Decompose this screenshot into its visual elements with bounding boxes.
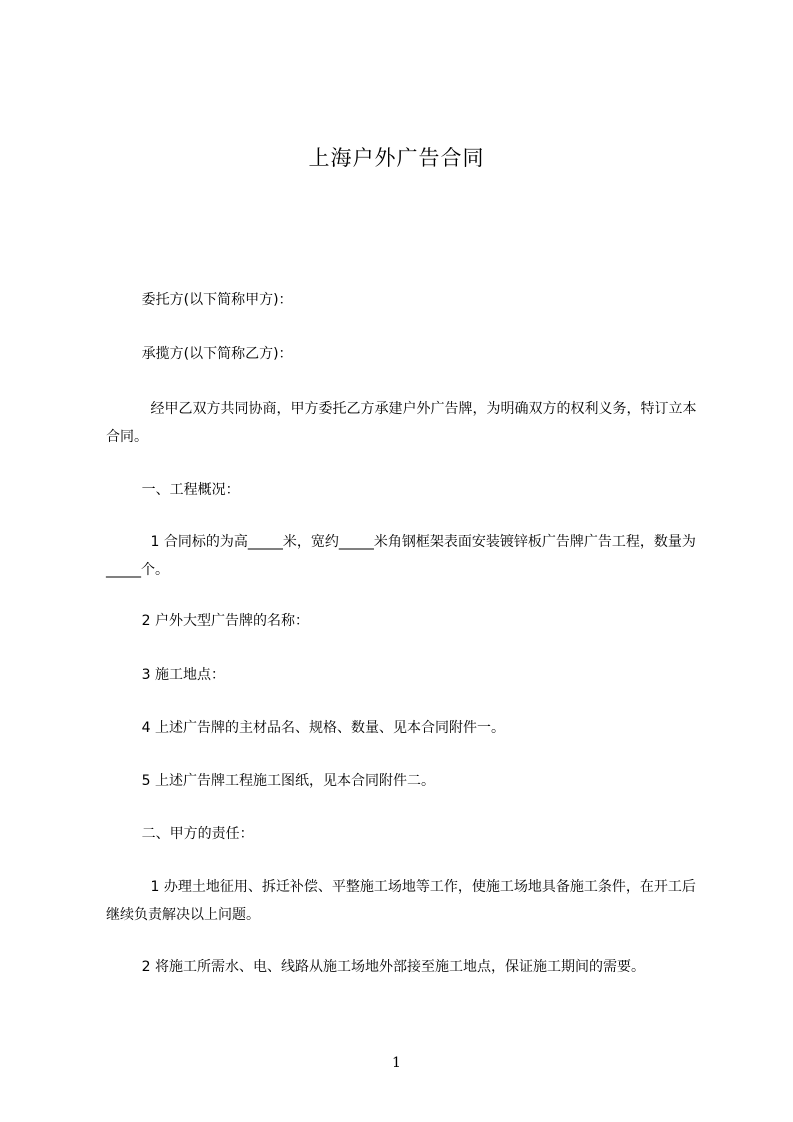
paragraph-party-a-2: 2 将施工所需水、电、线路从施工场地外部接至施工地点，保证施工期间的需要。 (106, 959, 645, 975)
paragraph-overview-4: 4 上述广告牌的主材品名、规格、数量、见本合同附件一。 (106, 720, 505, 736)
section-heading-party-a: 二、甲方的责任： (106, 826, 254, 842)
document-title: 上海户外广告合同 (308, 146, 485, 170)
paragraph-overview-1: 1 合同标的为高_____米，宽约_____米角钢框架表面安装镀锌板广告牌广告工程，数量为_____个。 (106, 534, 696, 578)
paragraph-preamble: 经甲乙双方共同协商，甲方委托乙方承建户外广告牌，为明确双方的权利义务，特订立本合同。 (106, 401, 697, 445)
paragraph-overview-5: 5 上述广告牌工程施工图纸，见本合同附件二。 (106, 773, 435, 789)
section-heading-overview: 一、工程概况： (106, 482, 240, 498)
page-number: 1 (392, 1055, 401, 1071)
paragraph-contractor: 承揽方(以下简称乙方)： (106, 346, 293, 362)
paragraph-party-a-1: 1 办理土地征用、拆迁补偿、平整施工场地等工作，使施工场地具备施工条件，在开工后继续负责解决以上问题。 (106, 879, 696, 923)
paragraph-client: 委托方(以下简称甲方)： (106, 292, 293, 308)
paragraph-overview-2: 2 户外大型广告牌的名称： (106, 613, 309, 629)
paragraph-overview-3: 3 施工地点： (106, 667, 225, 683)
